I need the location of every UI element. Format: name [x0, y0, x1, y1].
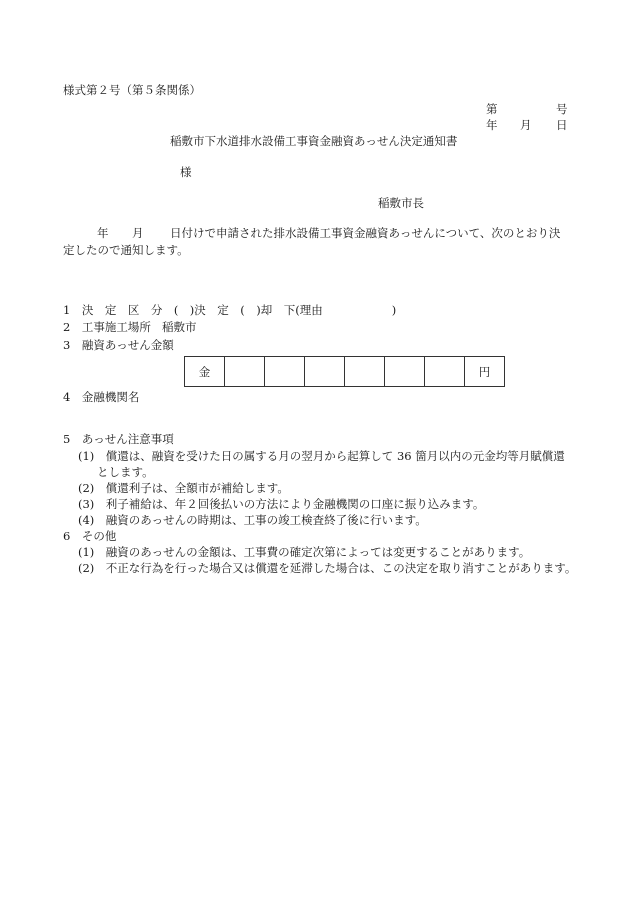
- note-3: (3) 利子補給は、年２回後払いの方法により金融機関の口座に振り込みます。: [78, 497, 485, 511]
- loan-amount-table: [184, 356, 505, 387]
- document-title: 稲敷市下水道排水設備工事資金融資あっせん決定通知書: [170, 134, 458, 148]
- date-month: 月: [520, 118, 532, 132]
- form-label: 様式第２号（第５条関係）: [63, 83, 201, 97]
- document-number-prefix: 第: [486, 102, 498, 116]
- item-decision-type: 1 決 定 区 分 ( )決 定 ( )却 下(理由 ): [63, 303, 397, 317]
- amount-cell: [225, 357, 265, 387]
- amount-cell: [265, 357, 305, 387]
- amount-cell: [345, 357, 385, 387]
- intro-year: 年: [97, 226, 109, 240]
- amount-cell: [305, 357, 345, 387]
- note-2: (2) 償還利子は、全額市が補給します。: [78, 481, 289, 495]
- addressee-suffix: 様: [180, 165, 192, 179]
- item-work-location-value: 稲敷市: [162, 320, 197, 334]
- amount-cell: [425, 357, 465, 387]
- document-number-suffix: 号: [556, 102, 568, 116]
- note-1-line1: (1) 償還は、融資を受けた日の属する月の翌月から起算して 36 箇月以内の元金均等月賦償還: [78, 449, 565, 463]
- amount-cell-prefix: 金: [185, 357, 225, 387]
- date-year: 年: [486, 118, 498, 132]
- other-2: (2) 不正な行為を行った場合又は償還を延滞した場合は、この決定を取り消すことがあります。: [78, 561, 577, 575]
- item-work-location-label: 2 工事施工場所: [63, 320, 151, 334]
- intro-month: 月: [132, 226, 144, 240]
- item-financial-institution: 4 金融機関名: [63, 390, 140, 404]
- issuer: 稲敷市長: [378, 196, 424, 210]
- intro-line2: 定したので通知します。: [63, 243, 189, 257]
- notes-heading: 5 あっせん注意事項: [63, 432, 174, 446]
- intro-line1: 日付けで申請された排水設備工事資金融資あっせんについて、次のとおり決: [170, 226, 561, 240]
- date-day: 日: [556, 118, 568, 132]
- note-1-line2: とします。: [97, 465, 154, 479]
- note-4: (4) 融資のあっせんの時期は、工事の竣工検査終了後に行います。: [78, 513, 427, 527]
- other-1: (1) 融資のあっせんの金額は、工事費の確定次第によっては変更することがあります。: [78, 545, 531, 559]
- amount-cell: [385, 357, 425, 387]
- item-loan-amount-label: 3 融資あっせん金額: [63, 338, 174, 352]
- other-heading: 6 その他: [63, 529, 117, 543]
- amount-cell-suffix: 円: [465, 357, 505, 387]
